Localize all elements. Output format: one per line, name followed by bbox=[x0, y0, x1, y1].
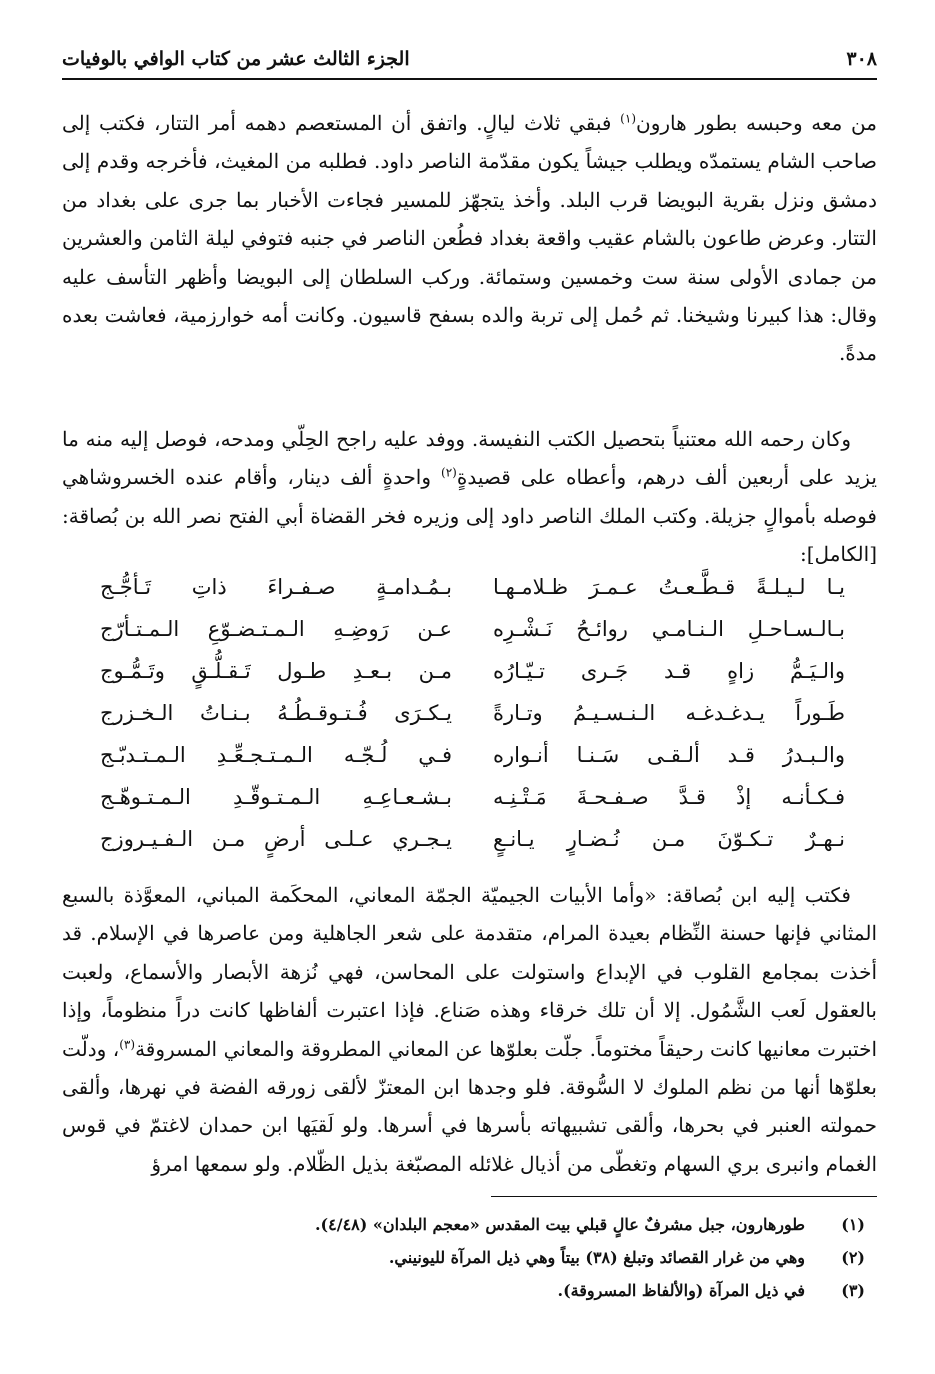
paragraph-3-text: فكتب إليه ابن بُصاقة: «وأما الأبيات الجيميّة الجمّة المعاني، المحكَمة المباني، المعوَّذة بالسبع المثاني فإنها حسنة النِّظام بعيدة المرام، متقدمة على شعر الجاهلية ومن عاصرها في الإسلام. قد أخذت بمجامع القلوب في الإبداع واستولت على المحاسن، فهي نُزهة الأبصار والأسماع، ولعبت بالعقول لَعب الشَّمُول. إلا أن تلك خرقاء وهذه صَناع. فإذا اعتبرت ألفاظها كانت دراً منظوماً، وإذا اختبرت معانيها كانت رحيقاً مختوماً. جلّت بعلوّها عن المعاني المطروقة والمعاني المسروقة bbox=[62, 883, 878, 1061]
verse-second-hemistich: مـن بـعـدِ طـول تَـقـلُّـقٍ وتَـمُّـوج bbox=[100, 659, 452, 683]
paragraph-1-text: من معه وحبسه بطور هارون bbox=[636, 111, 877, 135]
verse-first-hemistich: والـبـدرُ قـد ألـقـى سَـنـا أنـواره bbox=[493, 743, 845, 767]
verse-first-hemistich: والـيَـمُّ زاهٍ قـد جَـرى تـيّـارُه bbox=[493, 659, 845, 683]
footnote bbox=[62, 1274, 877, 1307]
page-header bbox=[62, 40, 877, 80]
footnote bbox=[62, 1208, 877, 1241]
footnote-ref-3: (٣) bbox=[119, 1036, 136, 1051]
poem-verse bbox=[100, 566, 845, 608]
footnote-text: طورهارون، جبل مشرفٌ عالٍ قبلي بيت المقدس «معجم البلدان» (٤/٤٨). bbox=[314, 1215, 805, 1234]
verse-second-hemistich: بـشـعـاعِـهِ الـمـتـوقّـدِ الـمـتـوهّـج bbox=[100, 785, 452, 809]
verse-first-hemistich: فـكـأنـه إذْ قـدَّ صـفـحـةَ مَـتْـنِـه bbox=[493, 785, 845, 809]
footnote-ref-2: (٢) bbox=[441, 465, 457, 480]
verse-first-hemistich: بـالـسـاحـلِ الـنـامـي روائـحُ نَـشْـرِه bbox=[493, 617, 845, 641]
footnote bbox=[62, 1241, 877, 1274]
verse-first-hemistich: طَـوراً يـدغـدغـه الـنـسـيـمُ وتـارةً bbox=[493, 701, 845, 725]
poem-verse bbox=[100, 734, 845, 776]
page-number: ٣٠٨ bbox=[846, 48, 877, 70]
verse-second-hemistich: يـكـرَى فُـتـوقـطُـهُ بـنـاتُ الـخـزرج bbox=[100, 701, 452, 725]
verse-second-hemistich: بـمُـدامـةٍ صـفـراءَ ذاتِ تَـأجُّـج bbox=[100, 575, 452, 599]
paragraph-1-text-cont: فبقي ثلاث ليالٍ. واتفق أن المستعصم دهمه أمر التتار، فكتب إلى صاحب الشام يستمدّه ويطلب جيشاً يكون مقدّمة الناصر داود. فطلبه من المغيث، فأخرجه وقدم إلى دمشق ونزل بقرية البويضا قرب البلد. وأخذ يتجهّز للمسير فجاءت الأخبار بما جرى على بغداد من التتار. وعرض طاعون بالشام عقيب واقعة بغداد فطُعن الناصر في جنبه فتوفي ليلة الثامن والعشرين من جمادى الأولى سنة ست وخمسين وستمائة. وركب السلطان إلى البويضا وأظهر التأسف عليه وقال: هذا كبيرنا وشيخنا. ثم حُمل إلى تربة والده بسفح قاسيون. وكانت أمه خوارزمية، فعاشت بعده مدةً. bbox=[62, 111, 877, 366]
verse-second-hemistich: فـي لُـجّـه الـمـتـجـعِّـدِ الـمـتـدبّـج bbox=[100, 743, 452, 767]
footnote-number: (١) bbox=[841, 1215, 865, 1234]
poem-verse bbox=[100, 692, 845, 734]
poem-verse bbox=[100, 776, 845, 818]
running-title: الجزء الثالث عشر من كتاب الوافي بالوفيات bbox=[62, 48, 410, 70]
footnotes bbox=[62, 1208, 877, 1307]
verse-second-hemistich: عـن رَوضِـهِ الـمـتـضـوّعِ الـمـتـأرّج bbox=[100, 617, 452, 641]
poem-verse bbox=[100, 608, 845, 650]
paragraph-3 bbox=[62, 876, 877, 1183]
verse-first-hemistich: يـا لـيـلـةً قـطَّـعـتُ عـمـرَ ظـلامـهـا bbox=[493, 575, 845, 599]
footnote-text: في ذيل المرآة (والألفاظ المسروقة). bbox=[557, 1281, 805, 1300]
footnote-divider bbox=[491, 1196, 877, 1197]
paragraph-2-text: وكان رحمه الله معتنياً بتحصيل الكتب النفيسة. ووفد عليه راجح الحِلّي ومدحه، فوصل إليه منه ما يزيد على أربعين ألف درهم، وأعطاه على قصيدةٍ bbox=[62, 427, 877, 490]
paragraph-2 bbox=[62, 420, 877, 574]
footnote-number: (٣) bbox=[841, 1281, 865, 1300]
poem-verse bbox=[100, 818, 845, 860]
poem bbox=[100, 566, 845, 860]
verse-second-hemistich: يـجـري عـلـى أرضٍ مـن الـفـيـروزج bbox=[100, 827, 452, 851]
footnote-text: وهي من غرار القصائد وتبلغ (٣٨) بيتاً وهي ذيل المرآة لليونيني. bbox=[388, 1248, 805, 1267]
paragraph-2-text-cont: واحدةٍ ألف دينار، وأقام عنده الخسروشاهي فوصله بأموالٍ جزيلة. وكتب الملك الناصر داود إلى وزيره فخر القضاة أبي الفتح نصر الله بن بُصاقة: [الكامل]: bbox=[62, 465, 877, 567]
verse-first-hemistich: نـهـرٌ تـكـوّنَ مـن نُـضـارٍ يـانـعٍ bbox=[493, 827, 845, 851]
footnote-ref-1: (١) bbox=[620, 111, 636, 126]
footnote-number: (٢) bbox=[841, 1248, 865, 1267]
paragraph-1 bbox=[62, 104, 877, 373]
paragraph-3-text-cont: ، ودلّت بعلوّها أنها من نظم الملوك لا السُّوقة. فلو وجدها ابن المعتزّ لألقى زورقه الفضة في نهرها، وألقى حمولته العنبر في بحرها، وألقى تشبيهاته بأسرها في أسرها. ولو لَقيَها ابن حمدان لاغتمّ في قوس الغمام وانبرى بري السهام وتغطّى من أذيال غلائله المصبّغة بذيل الظّلام. ولو سمعها امرؤ bbox=[62, 1036, 877, 1176]
poem-verse bbox=[100, 650, 845, 692]
